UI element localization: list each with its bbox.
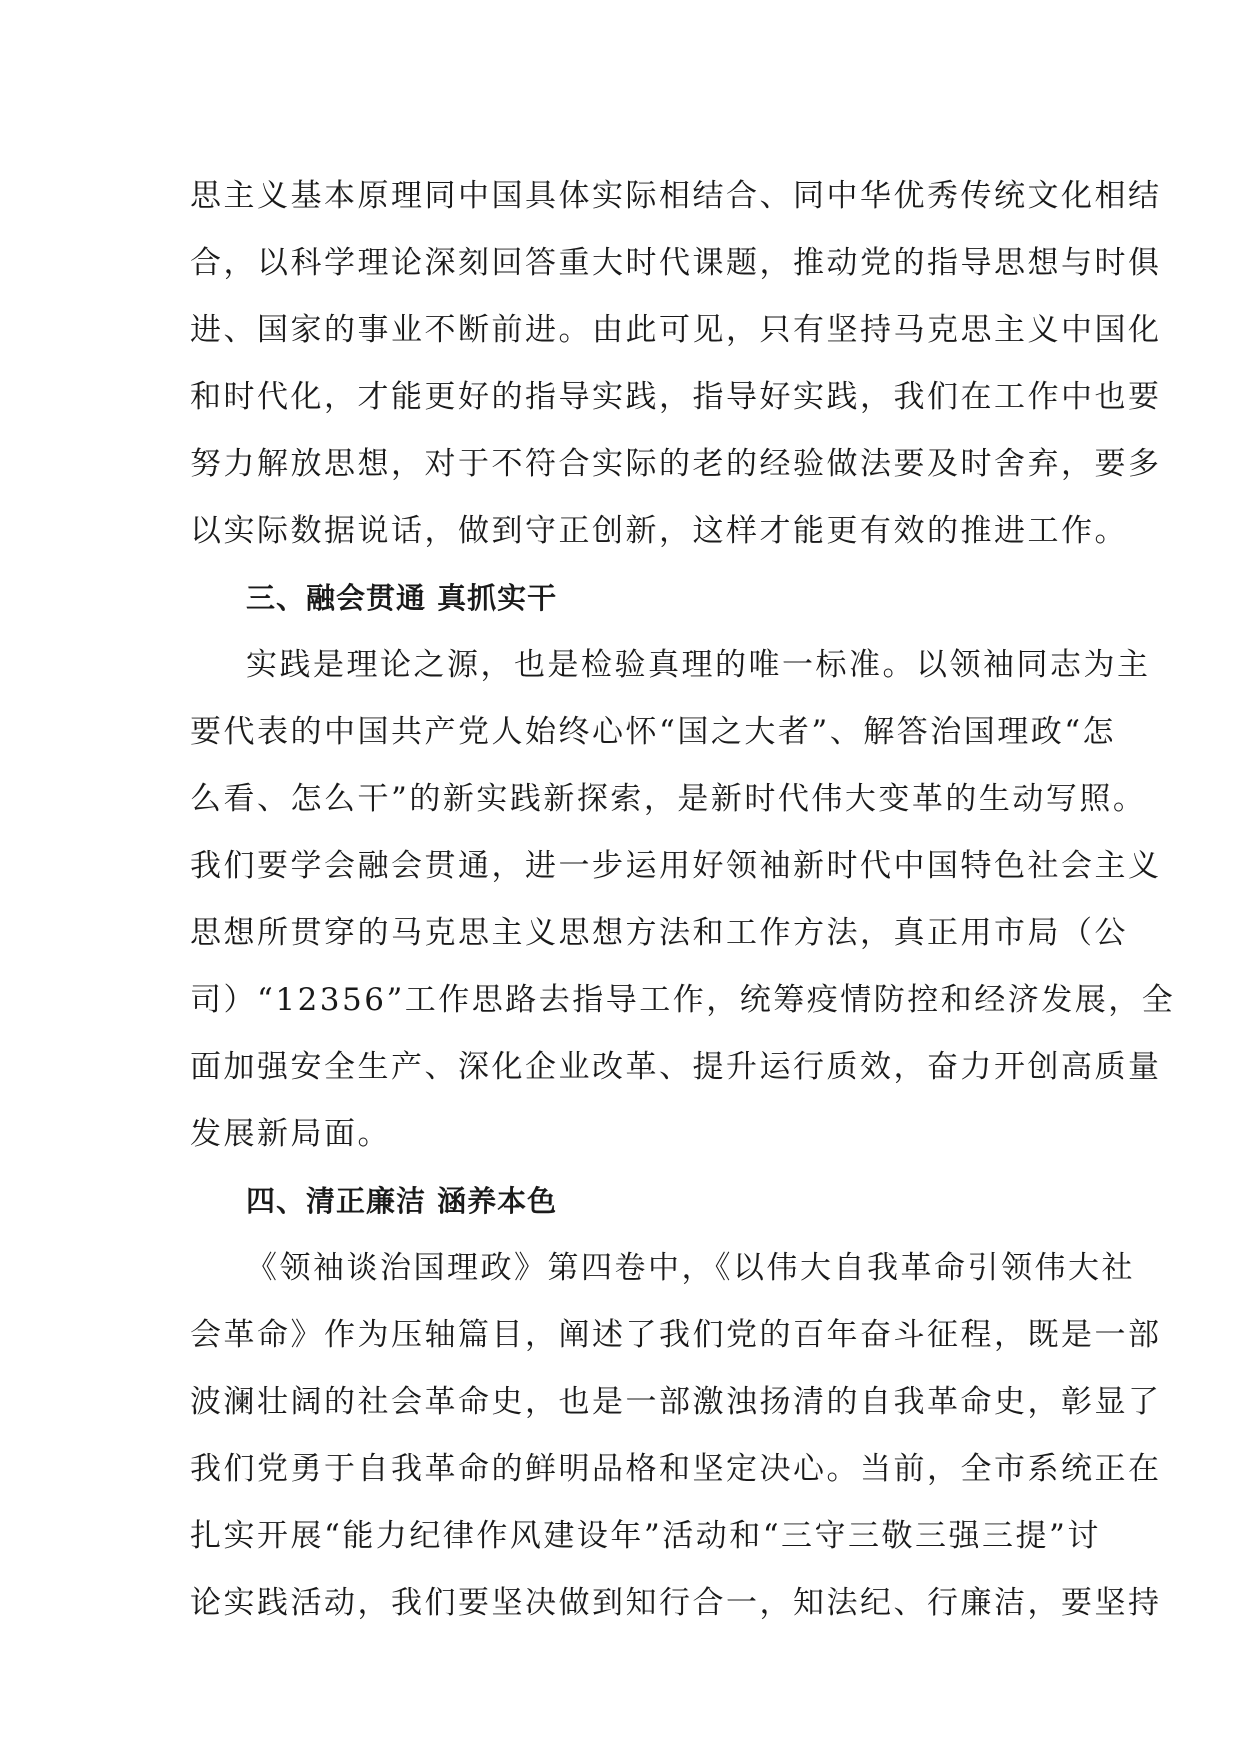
section-heading-three: 三、融会贯通 真抓实干 — [246, 581, 558, 615]
paragraph-line: 扎实开展“能力纪律作风建设年”活动和“三守三敬三强三提”讨 — [190, 1518, 1101, 1554]
paragraph-line: 面加强安全生产、深化企业改革、提升运行质效，奋力开创高质量 — [190, 1049, 1162, 1085]
paragraph-line: 努力解放思想，对于不符合实际的老的经验做法要及时舍弃，要多 — [190, 446, 1162, 482]
paragraph-line: 和时代化，才能更好的指导实践，指导好实践，我们在工作中也要 — [190, 379, 1162, 415]
paragraph-line: 进、国家的事业不断前进。由此可见，只有坚持马克思主义中国化 — [190, 312, 1162, 348]
paragraph-line: 发展新局面。 — [190, 1116, 391, 1152]
section-heading-four: 四、清正廉洁 涵养本色 — [246, 1184, 558, 1218]
paragraph-line: 《领袖谈治国理政》第四卷中，《以伟大自我革命引领伟大社 — [246, 1250, 1135, 1286]
paragraph-line: 波澜壮阔的社会革命史，也是一部激浊扬清的自我革命史，彰显了 — [190, 1384, 1162, 1420]
paragraph-line: 以实际数据说话，做到守正创新，这样才能更有效的推进工作。 — [190, 513, 1128, 549]
paragraph-line: 司）“12356”工作思路去指导工作，统筹疫情防控和经济发展，全 — [190, 982, 1176, 1018]
paragraph-line: 我们党勇于自我革命的鲜明品格和坚定决心。当前，全市系统正在 — [190, 1451, 1162, 1487]
paragraph-line: 合，以科学理论深刻回答重大时代课题，推动党的指导思想与时俱 — [190, 245, 1162, 281]
paragraph-line: 要代表的中国共产党人始终心怀“国之大者”、解答治国理政“怎 — [190, 714, 1117, 750]
paragraph-line: 论实践活动，我们要坚决做到知行合一，知法纪、行廉洁，要坚持 — [190, 1585, 1162, 1621]
paragraph-line: 思主义基本原理同中国具体实际相结合、同中华优秀传统文化相结 — [190, 178, 1162, 214]
paragraph-line: 实践是理论之源，也是检验真理的唯一标准。以领袖同志为主 — [246, 647, 1151, 683]
paragraph-line: 思想所贯穿的马克思主义思想方法和工作方法，真正用市局（公 — [190, 915, 1128, 951]
paragraph-line: 会革命》作为压轴篇目，阐述了我们党的百年奋斗征程，既是一部 — [190, 1317, 1162, 1353]
paragraph-line: 我们要学会融会贯通，进一步运用好领袖新时代中国特色社会主义 — [190, 848, 1162, 884]
paragraph-line: 么看、怎么干”的新实践新探索，是新时代伟大变革的生动写照。 — [190, 781, 1147, 817]
